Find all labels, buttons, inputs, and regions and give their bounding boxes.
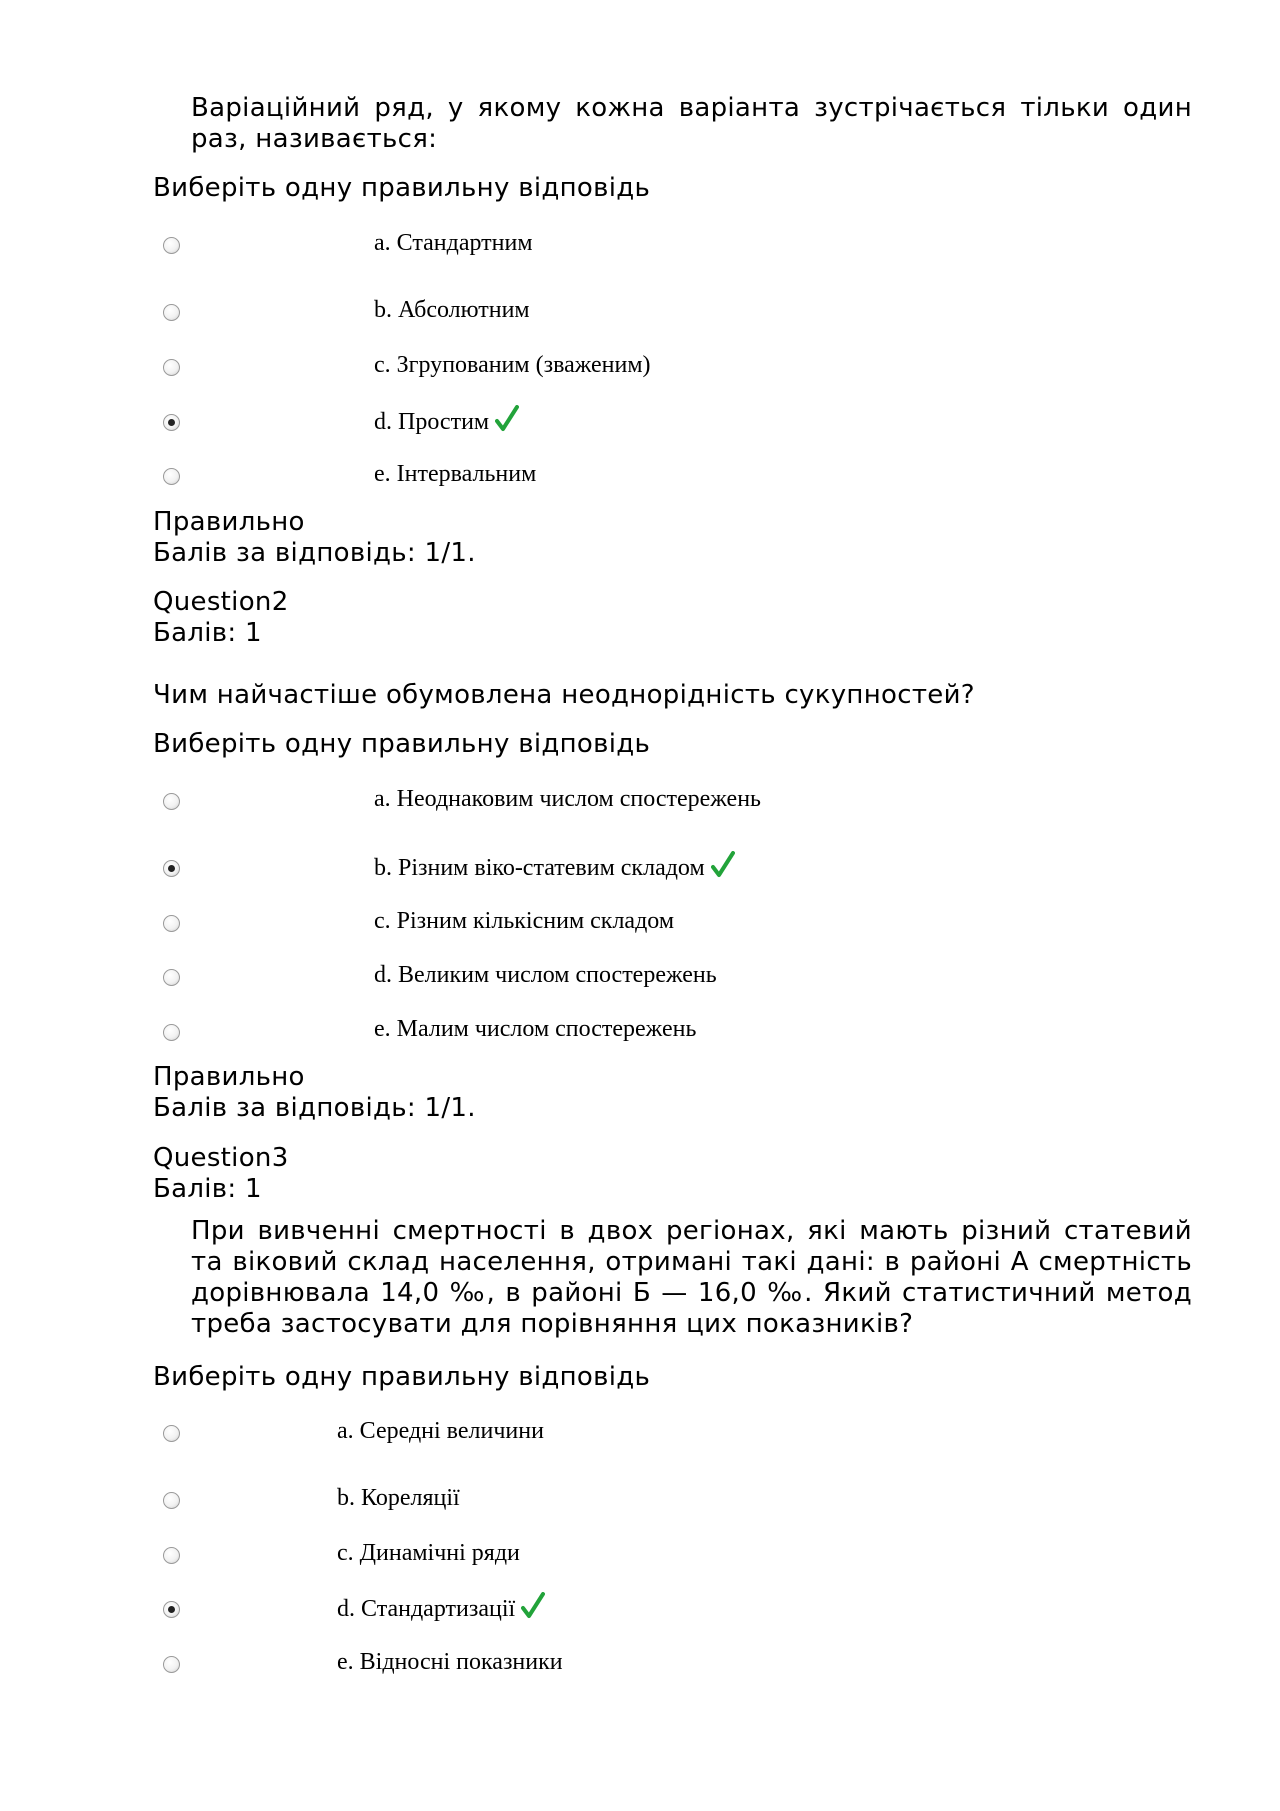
option-label[interactable]: d. Великим числом спостережень: [374, 962, 717, 988]
option-radio[interactable]: [163, 1425, 180, 1442]
option-label[interactable]: e. Відносні показники: [337, 1649, 563, 1675]
checkmark-icon: [711, 851, 735, 879]
option-label[interactable]: e. Малим числом спостережень: [374, 1016, 697, 1042]
question-2-points: Балів: 1: [153, 618, 262, 648]
option-label[interactable]: c. Динамічні ряди: [337, 1540, 520, 1566]
option-radio[interactable]: [163, 304, 180, 321]
checkmark-icon: [495, 405, 519, 433]
question-2-header: Question2: [153, 587, 289, 617]
option-label[interactable]: a. Середні величини: [337, 1418, 544, 1444]
option-label[interactable]: b. Кореляції: [337, 1485, 460, 1511]
option-radio[interactable]: [163, 969, 180, 986]
option-label[interactable]: c. Згрупованим (зваженим): [374, 352, 651, 378]
question-2-score: Балів за відповідь: 1/1.: [153, 1093, 476, 1123]
question-3-text: При вивченні смертності в двох регіонах, які мають різний статевий та віковий склад населення, отримані такі дані: в районі А смертність дорівнювала 14,0 ‰, в районі Б — 16,0 ‰. Який статистичний метод треба застосувати для порівняння цих показників?: [191, 1216, 1192, 1339]
option-radio[interactable]: [163, 1547, 180, 1564]
option-label[interactable]: d. Простим: [374, 409, 490, 435]
option-radio[interactable]: [163, 1656, 180, 1673]
question-1-result: Правильно: [153, 507, 305, 537]
question-3-header: Question3: [153, 1143, 289, 1173]
option-radio[interactable]: [163, 1492, 180, 1509]
option-label[interactable]: d. Стандартизації: [337, 1596, 516, 1622]
option-radio[interactable]: [163, 359, 180, 376]
option-row-correct[interactable]: [374, 851, 735, 882]
option-radio[interactable]: [163, 915, 180, 932]
option-label[interactable]: b. Різним віко-статевим складом: [374, 855, 705, 881]
question-1-score: Балів за відповідь: 1/1.: [153, 538, 476, 568]
option-label[interactable]: c. Різним кількісним складом: [374, 908, 675, 934]
option-radio[interactable]: [163, 468, 180, 485]
option-radio-selected[interactable]: [163, 860, 180, 877]
option-row-correct[interactable]: [374, 405, 519, 436]
option-radio[interactable]: [163, 1024, 180, 1041]
option-label[interactable]: e. Інтервальним: [374, 461, 537, 487]
option-label[interactable]: b. Абсолютним: [374, 297, 530, 323]
question-2-text: Чим найчастіше обумовлена неоднорідність сукупностей?: [153, 680, 975, 710]
option-radio[interactable]: [163, 793, 180, 810]
checkmark-icon: [521, 1592, 545, 1620]
question-3-instruction: Виберіть одну правильну відповідь: [153, 1362, 651, 1392]
question-3-points: Балів: 1: [153, 1174, 262, 1204]
option-row-correct[interactable]: [337, 1592, 545, 1623]
option-radio[interactable]: [163, 237, 180, 254]
option-label[interactable]: a. Неоднаковим числом спостережень: [374, 786, 761, 812]
option-radio-selected[interactable]: [163, 414, 180, 431]
option-radio-selected[interactable]: [163, 1601, 180, 1618]
question-1-instruction: Виберіть одну правильну відповідь: [153, 173, 651, 203]
question-1-text: Варіаційний ряд, у якому кожна варіанта зустрічається тільки один раз, називається:: [191, 93, 1192, 154]
question-2-result: Правильно: [153, 1062, 305, 1092]
option-label[interactable]: a. Стандартним: [374, 230, 533, 256]
question-2-instruction: Виберіть одну правильну відповідь: [153, 729, 651, 759]
